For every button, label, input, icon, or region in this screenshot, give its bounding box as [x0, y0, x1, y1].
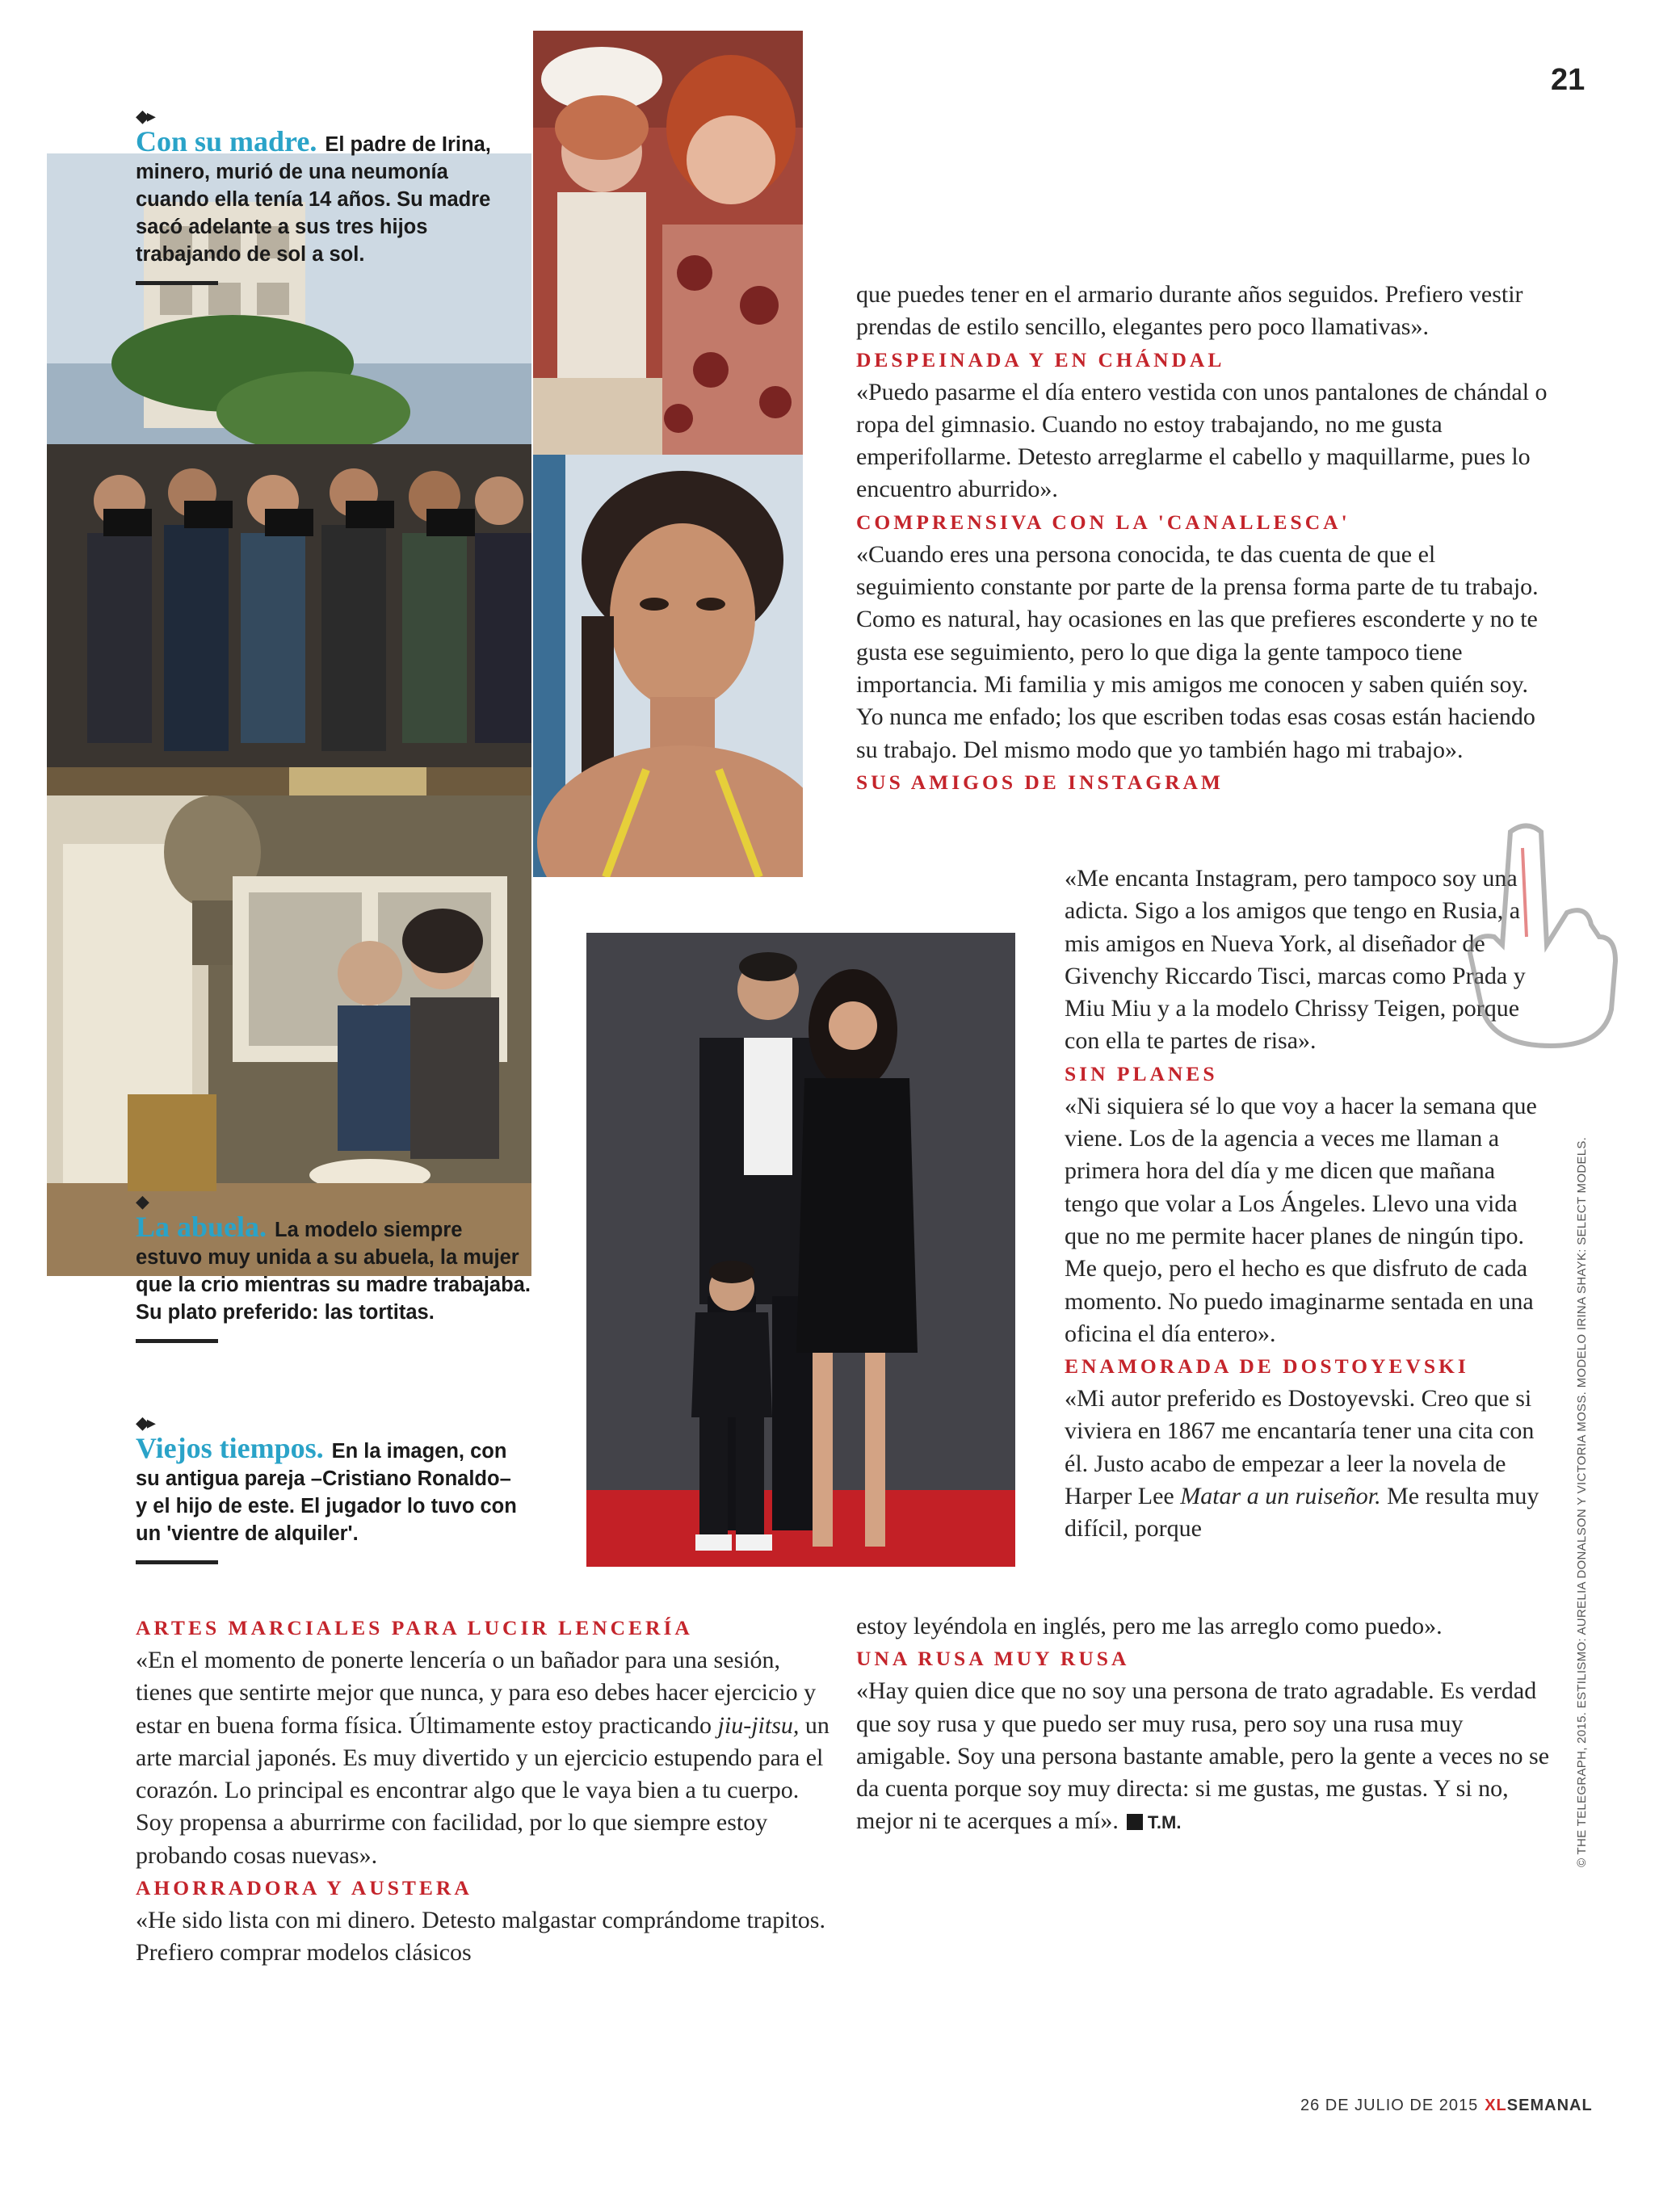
caption-old-times [136, 1412, 523, 1564]
paragraph-text: «En el momento de ponerte lencería o un bañador para una sesión, tienes que sentirte mejor que nunca, y para eso debes hacer ejercicio y estar en buena forma física. Últimamente estoy practicando [136, 1647, 817, 1739]
end-square-icon [1127, 1814, 1143, 1830]
section-heading-despeinada: DESPEINADA Y EN CHÁNDAL [856, 347, 1225, 371]
paragraph-dostoyevski [1065, 1383, 1551, 1545]
right-column-top [856, 279, 1551, 799]
paragraph-text: un arte marcial japonés. Es muy divertido y un ejercicio estupendo para el corazón. Lo principal es encontrar algo que le vaya bien a tu cuerpo. Soy propensa a aburrirme con facilidad, por lo que siempre estoy probando cosas nuevas». [136, 1711, 830, 1869]
paragraph-instagram: «Me encanta Instagram, pero tampoco soy una adicta. Sigo a los amigos que tengo en Rusia, a mis amigos en Nueva York, al diseñador de Givenchy Riccardo Tisci, marcas como Prada y Miu Miu y a la modelo Chrissy Teigen, porque con ella te partes de risa». [1065, 865, 1526, 1055]
ronaldo-photo [586, 933, 1015, 1567]
footer-date: 26 DE JULIO DE 2015 [1300, 2097, 1479, 2114]
caption-text: La modelo siempre estuvo muy unida a su abuela, la mujer que la crio mientras su madre trabajaba. Su plato preferido: las tortitas. [136, 1219, 531, 1324]
emphasis-text: jiu-jitsu, [717, 1711, 800, 1739]
caption-rule [136, 1560, 218, 1564]
portrait-photo [533, 455, 803, 877]
hand-watermark-icon [1446, 816, 1623, 1050]
footer-brand: SEMANAL [1506, 2097, 1593, 2114]
paragraph-text: «Mi autor preferido es Dostoyevski. Creo que si viviera en 1867 me encantaría tener una cita con él. Justo acabo de empezar a leer la novela de Harper Lee [1065, 1385, 1535, 1510]
caption-text: El padre de Irina, minero, murió de una neumonía cuando ella tenía 14 años. Su madre sacó adelante a sus tres hijos trabajando de sol a sol. [136, 133, 491, 266]
paragraph-dostoyevski-end: estoy leyéndola en inglés, pero me las arreglo como puedo». [856, 1613, 1443, 1639]
author-signature: T.M. [1147, 1812, 1182, 1833]
section-heading-planes: SIN PLANES [1065, 1061, 1218, 1085]
section-heading-instagram: SUS AMIGOS DE INSTAGRAM [856, 770, 1224, 794]
footer [1300, 2097, 1593, 2115]
section-heading-artes: ARTES MARCIALES PARA LUCIR LENCERÍA [136, 1616, 693, 1639]
caption-lead: Con su madre. [136, 125, 317, 157]
paragraph-ahorradora: «He sido lista con mi dinero. Detesto malgastar comprándome trapitos. Prefiero comprar modelos clásicos [136, 1907, 825, 1967]
paragraph-rusa [856, 1675, 1551, 1839]
paragraph-despeinada: «Puedo pasarme el día entero vestida con unos pantalones de chándal o ropa del gimnasio. Cuando no estoy trabajando, no me gusta emperifollarme. Detesto arreglarme el cabello y maquillarme, pues lo encuentro aburrido». [856, 378, 1548, 503]
caption-text: En la imagen, con su antigua pareja –Cristiano Ronaldo– y el hijo de este. El jugador lo tuvo con un 'vientre de alquiler'. [136, 1440, 517, 1545]
section-heading-dostoyevski: ENAMORADA DE DOSTOYEVSKI [1065, 1354, 1469, 1379]
paragraph-canallesca: «Cuando eres una persona conocida, te das cuenta de que el seguimiento constante por parte de la prensa forma parte de tu trabajo. Como es natural, hay ocasiones en las que prefieres esconderte y no te gusta ese seguimiento, pero lo que diga la gente tampoco tiene importancia. Mi familia y mis amigos me conocen y saben quién soy. Yo nunca me enfado; los que escriben todas esas cosas están haciendo su trabajo. Del mismo modo que yo también hago mi trabajo». [856, 540, 1539, 763]
caption-grandmother [136, 1190, 531, 1343]
page-number: 21 [1551, 63, 1586, 97]
caption-rule [136, 281, 218, 285]
caption-lead: Viejos tiempos. [136, 1432, 324, 1464]
caption-marker: ◆ [136, 1191, 147, 1211]
section-heading-rusa: UNA RUSA MUY RUSA [856, 1647, 1130, 1671]
left-column [136, 1612, 830, 1970]
right-column-bottom [856, 1610, 1551, 1840]
caption-marker: ◆▸ [136, 106, 153, 126]
caption-marker: ◆▸ [136, 1413, 153, 1433]
paragraph-planes: «Ni siquiera sé lo que voy a hacer la semana que viene. Los de la agencia a veces me llaman a primera hora del día y me dicen que mañana tengo que volar a Los Ángeles. Llevo una vida que no me permite hacer planes de ningún tipo. Me quejo, pero el hecho es que disfruto de cada momento. No puedo imaginarme sentada en una oficina el día entero». [1065, 1092, 1537, 1347]
caption-mother [136, 105, 523, 285]
paragraph-text: Me resulta muy difícil, porque [1065, 1483, 1539, 1543]
caption-rule [136, 1339, 218, 1343]
emphasis-text: Matar a un ruiseñor. [1180, 1483, 1381, 1510]
caption-lead: La abuela. [136, 1211, 267, 1243]
paragraph-continued: que puedes tener en el armario durante años seguidos. Prefiero vestir prendas de estilo sencillo, elegantes pero poco llamativas». [856, 281, 1523, 341]
photo-credit: © THE TELEGRAPH, 2015. ESTILISMO: AURELIA DONALSON Y VICTORIA MOSS. MODELO IRINA SHAYK: SELECT MODELS. [1575, 1136, 1589, 1867]
paragraph-text: «Hay quien dice que no soy una persona de trato agradable. Es verdad que soy rusa y que puedo ser muy rusa, pero soy una rusa muy amigable. Soy una persona bastante amable, pero la gente a veces no se da cuenta porque soy muy directa: si me gustas, me gustas. Y si no, mejor ni te acerques a mí». [856, 1677, 1550, 1835]
mother-photo [533, 31, 803, 455]
paragraph-artes [136, 1644, 830, 1872]
section-heading-canallesca: COMPRENSIVA CON LA 'CANALLESCA' [856, 510, 1350, 534]
section-heading-ahorradora: AHORRADORA Y AUSTERA [136, 1876, 472, 1900]
footer-brand-xl: XL [1485, 2097, 1507, 2114]
